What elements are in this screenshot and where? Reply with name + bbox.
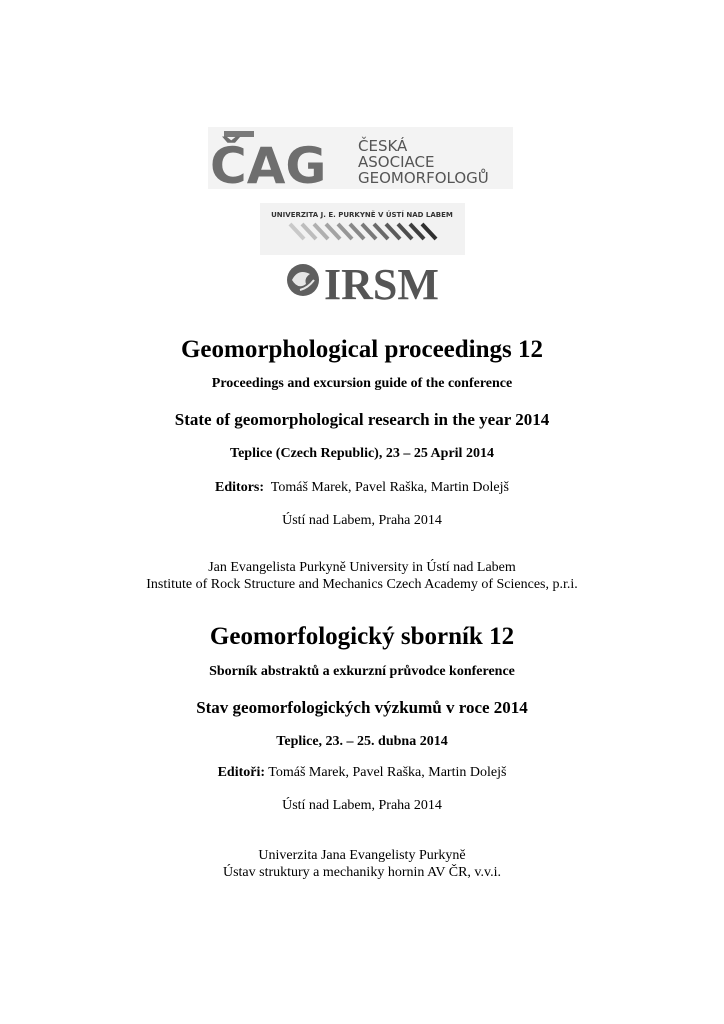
english-venue: Teplice (Czech Republic), 23 – 25 April 2014	[230, 446, 494, 461]
english-institution-2: Institute of Rock Structure and Mechanics Czech Academy of Sciences, p.r.i.	[146, 577, 578, 592]
czech-title: Geomorfologický sborník 12	[209, 623, 515, 650]
ujep-logo	[260, 203, 465, 255]
irsm-logo-text: IRSM	[324, 260, 439, 306]
english-editors-label: Editors:	[215, 480, 265, 495]
cag-logo-line2: ASOCIACE	[358, 153, 435, 171]
czech-editors: Tomáš Marek, Pavel Raška, Martin Dolejš	[268, 765, 507, 780]
english-editors: Tomáš Marek, Pavel Raška, Martin Dolejš	[270, 480, 509, 495]
english-place: Ústí nad Labem, Praha 2014	[282, 513, 442, 528]
english-conference-name: State of geomorphological research in the year 2014	[174, 410, 550, 429]
irsm-logo	[284, 254, 442, 306]
czech-place: Ústí nad Labem, Praha 2014	[282, 798, 442, 813]
czech-institution-1: Univerzita Jana Evangelisty Purkyně	[258, 848, 466, 863]
cag-logo-line1: ČESKÁ	[358, 137, 408, 155]
cag-logo-mark: ČAG	[210, 137, 327, 189]
english-subtitle: Proceedings and excursion guide of the conference	[211, 376, 513, 391]
english-title: Geomorphological proceedings 12	[180, 336, 544, 363]
english-editors-line	[0, 481, 724, 495]
czech-conference-name: Stav geomorfologických výzkumů v roce 2014	[196, 698, 528, 717]
czech-editors-label: Editoři:	[217, 765, 266, 780]
cag-logo-line3: GEOMORFOLOGŮ	[358, 169, 489, 187]
czech-subtitle: Sborník abstraktů a exkurzní průvodce konference	[209, 664, 515, 679]
ujep-logo-text: UNIVERZITA J. E. PURKYNĚ V ÚSTÍ NAD LABEM	[271, 211, 453, 219]
czech-editors-line	[0, 766, 724, 780]
english-institution-1: Jan Evangelista Purkyně University in Ústí nad Labem	[208, 560, 516, 575]
czech-institution-2: Ústav struktury a mechaniky hornin AV ČR, v.v.i.	[222, 865, 502, 880]
cag-logo	[208, 127, 513, 189]
czech-venue: Teplice, 23. – 25. dubna 2014	[276, 734, 448, 749]
